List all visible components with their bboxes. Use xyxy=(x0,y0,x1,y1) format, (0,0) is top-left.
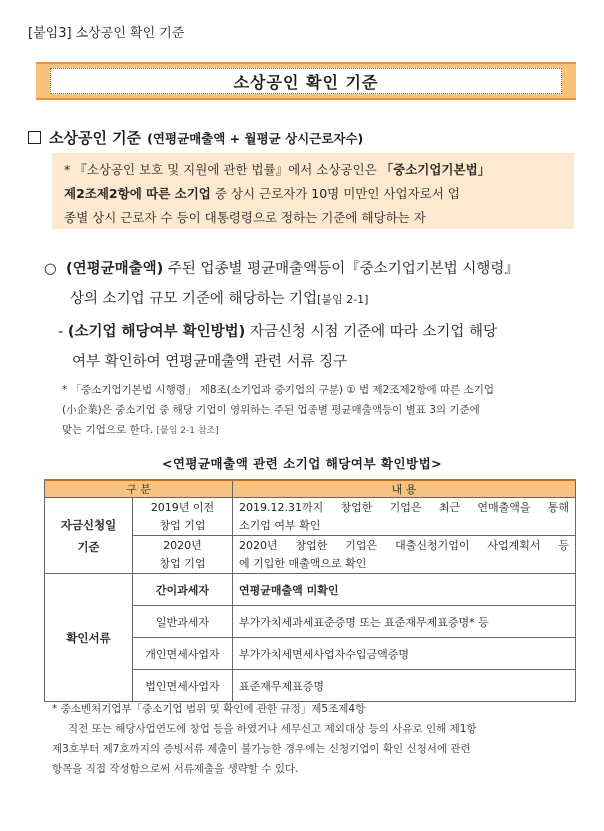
page-title: 소상공인 확인 기준 xyxy=(50,68,562,94)
row-1-sub-a: 2019년 이전 xyxy=(150,500,215,514)
header-category: 구 분 xyxy=(45,480,233,498)
row-simplified-content: 연평균매출액 미확인 xyxy=(233,574,576,606)
section-title: 소상공인 기준 xyxy=(49,129,142,147)
row-1-sub-b: 창업 기업 xyxy=(159,518,206,532)
row-individual-content: 부가가치세면세사업자수입금액증명 xyxy=(233,638,576,670)
definition-box xyxy=(52,153,574,229)
definition-line-3: 종별 상시 근로자 수 등이 대통령령으로 정하는 기준에 해당하는 자 xyxy=(64,210,426,225)
definition-text-2: 중 상시 근로자가 10명 미만인 사업자로서 업 xyxy=(210,186,460,201)
footnote-regulation xyxy=(52,699,588,779)
definition-line-2 xyxy=(64,182,564,206)
attachment-label: [붙임3] 소상공인 확인 기준 xyxy=(28,26,185,41)
row-general-taxpayer: 일반과세자 xyxy=(133,606,233,638)
footnote-2-line-4: 항목을 직접 작성함으로써 서류제출을 생략할 수 있다. xyxy=(52,763,299,775)
row-2-content-b: 에 기입한 매출액으로 확인 xyxy=(239,556,367,570)
row-2-sub-b: 창업 기업 xyxy=(159,556,206,570)
row-1-content-a: 2019.12.31까지 창업한 기업은 최근 연매출액을 통해 xyxy=(239,500,569,514)
footnote-1-line-2: (小企業)은 중소기업 중 해당 기업이 영위하는 주된 업종별 평균매출액등이 별표 3의 기준에 xyxy=(62,404,480,416)
table-row xyxy=(45,498,576,536)
row-corporate-exempt: 법인면세사업자 xyxy=(133,670,233,702)
definition-highlight-law: 「중소기업기본법」 xyxy=(380,162,491,177)
asterisk-mark: * xyxy=(64,162,71,177)
header-content: 내 용 xyxy=(233,480,576,498)
check-method-table xyxy=(44,479,576,702)
group-1-label-a: 자금신청일 xyxy=(60,517,117,532)
row-1-content-b: 소기업 여부 확인 xyxy=(239,518,321,532)
criterion-2-text-b: 여부 확인하여 연평균매출액 관련 서류 징구 xyxy=(72,354,348,370)
group-documents: 확인서류 xyxy=(45,574,133,702)
row-general-content: 부가가치세과세표준증명 또는 표준재무제표증명* 등 xyxy=(233,606,576,638)
row-2020-content xyxy=(233,536,576,574)
footnote-2-line-1: * 중소벤처기업부「중소기업 범위 및 확인에 관한 규정」제5조제4항 xyxy=(52,703,366,715)
table-header-row xyxy=(45,480,576,498)
footnote-1-line-1: * 「중소기업기본법 시행령」 제8조(소기업과 중기업의 구분) ① 법 제2조제2항에 따른 소기업 xyxy=(62,384,494,396)
dash-bullet-icon: - xyxy=(58,324,64,340)
row-individual-exempt: 개인면세사업자 xyxy=(133,638,233,670)
square-bullet-icon xyxy=(28,131,41,144)
row-corporate-content: 표준재무제표증명 xyxy=(233,670,576,702)
criterion-1-label: (연평균매출액) xyxy=(66,261,164,277)
section-subtitle: (연평균매출액 + 월평균 상시근로자수) xyxy=(147,131,364,146)
criterion-1-text-b: 상의 소기업 규모 기준에 해당하는 기업 xyxy=(70,291,318,307)
criterion-2-label: (소기업 해당여부 확인방법) xyxy=(67,324,246,340)
row-2019-content xyxy=(233,498,576,536)
criterion-check-method xyxy=(58,317,588,377)
definition-line-1 xyxy=(64,158,564,182)
table-title: <연평균매출액 관련 소기업 해당여부 확인방법> xyxy=(161,456,443,471)
circle-bullet-icon: ○ xyxy=(44,261,57,277)
section-heading xyxy=(28,127,363,148)
row-2020-sub xyxy=(133,536,233,574)
group-application-date xyxy=(45,498,133,574)
footnote-1-reference: [붙임 2-1 참조] xyxy=(156,426,219,436)
footnote-1-line-3: 맞는 기업으로 한다. xyxy=(62,424,154,436)
title-banner xyxy=(36,62,576,100)
row-simplified-taxpayer: 간이과세자 xyxy=(133,574,233,606)
criterion-2-text-a: 자금신청 시점 기준에 따라 소기업 해당 xyxy=(245,324,498,340)
row-2-sub-a: 2020년 xyxy=(163,538,202,552)
table-row xyxy=(45,574,576,606)
criterion-annual-sales xyxy=(44,254,588,315)
definition-highlight-article: 제2조제2항에 따른 소기업 xyxy=(64,186,211,201)
row-2-content-a: 2020년 창업한 기업은 대출신청기업이 사업계획서 등 xyxy=(239,538,569,552)
definition-text-1: 『소상공인 보호 및 지원에 관한 법률』에서 소상공인은 xyxy=(74,162,381,177)
footnote-2-line-2: 직전 또는 해당사업연도에 창업 등을 하였거나 세무신고 제외대상 등의 사유로 인해 제1항 xyxy=(68,723,477,735)
footnote-decree xyxy=(62,380,584,441)
footnote-2-line-3: 제3호부터 제7호까지의 증빙서류 제출이 불가능한 경우에는 신청기업이 확인 신청서에 관련 xyxy=(52,743,471,755)
criterion-1-reference: [붙임 2-1] xyxy=(317,293,369,306)
criterion-1-text-a: 주된 업종별 평균매출액등이『중소기업기본법 시행령』 xyxy=(163,261,519,277)
group-1-label-b: 기준 xyxy=(77,539,100,554)
row-2019-sub xyxy=(133,498,233,536)
